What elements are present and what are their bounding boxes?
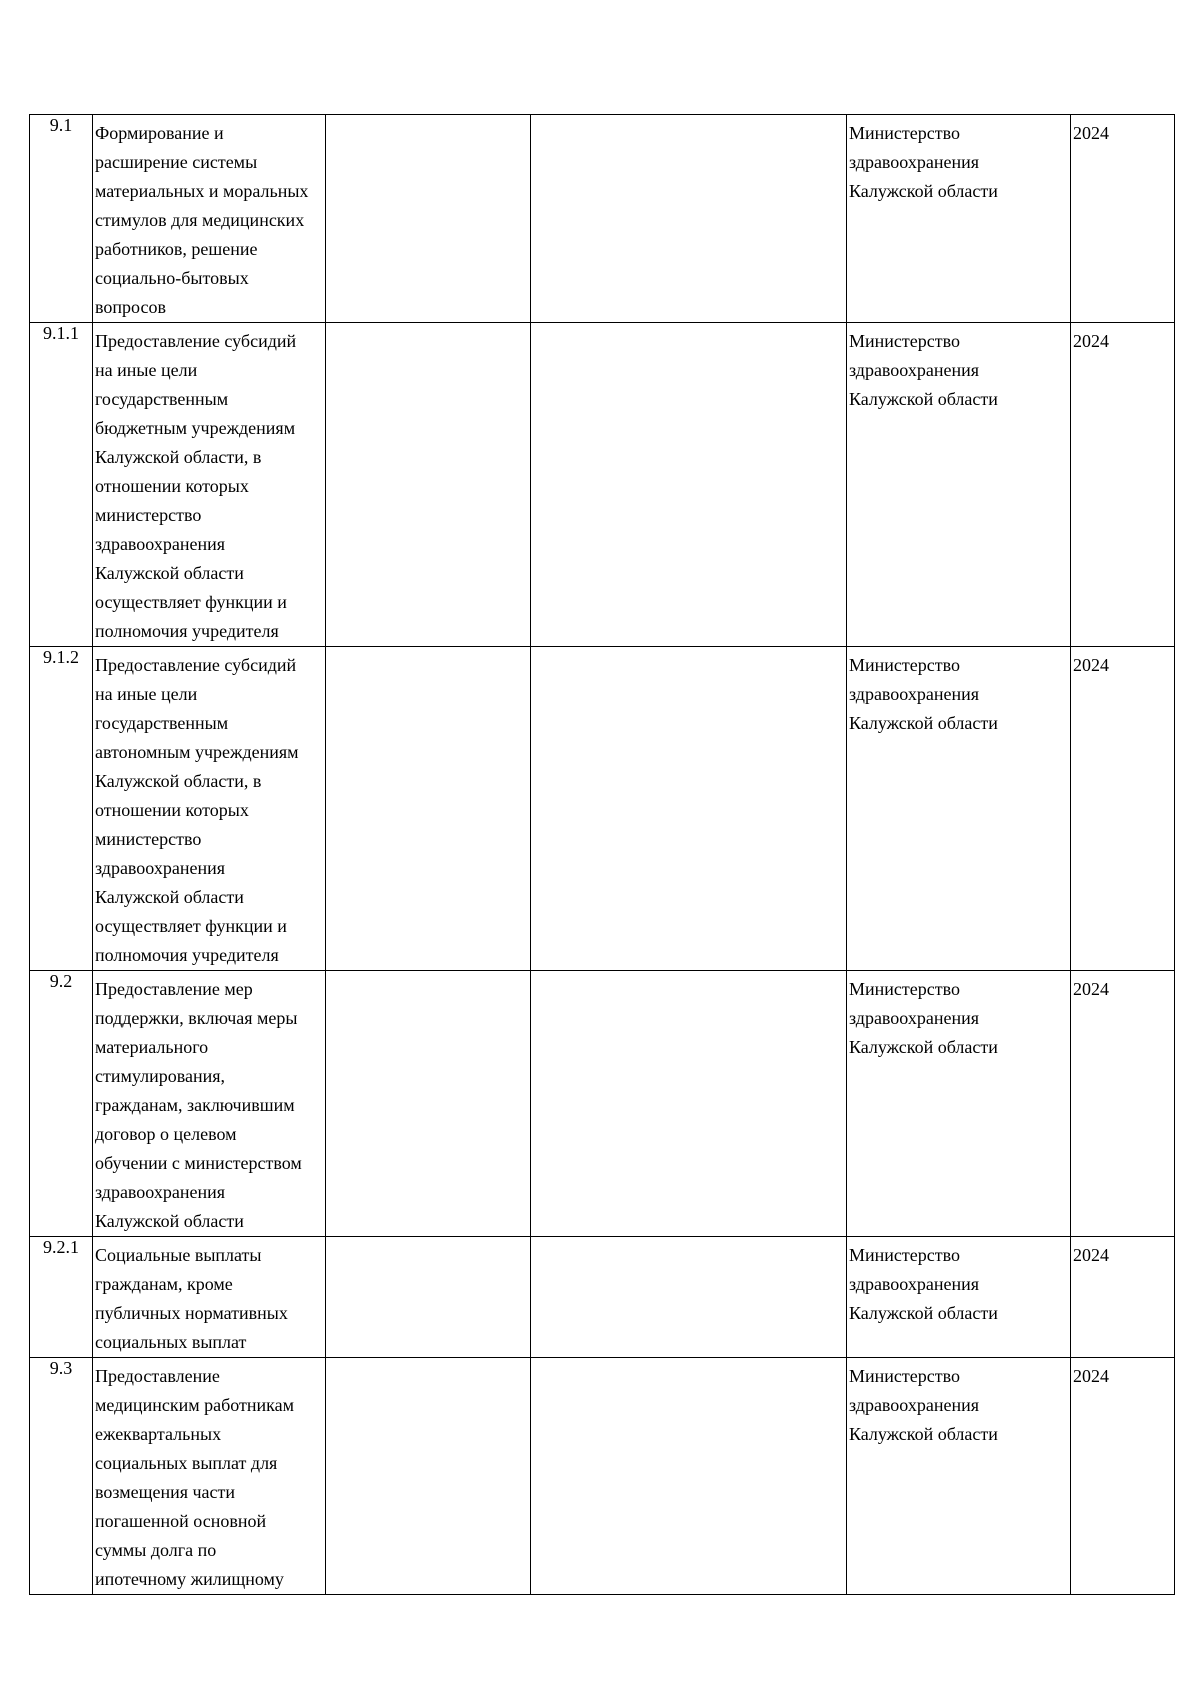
executor-cell [847, 1237, 1071, 1358]
measure-name-cell [93, 323, 326, 647]
executor-name: Министерство здравоохранения Калужской области [849, 1366, 998, 1444]
executor-name: Министерство здравоохранения Калужской области [849, 1245, 998, 1323]
empty-cell [531, 323, 847, 647]
row-number-cell [30, 971, 93, 1237]
row-number-cell [30, 1237, 93, 1358]
year-value: 2024 [1073, 123, 1109, 143]
table-row [30, 323, 1175, 647]
row-number-cell [30, 323, 93, 647]
measure-name: Предоставление мер поддержки, включая меры материального стимулирования, гражданам, заключившим договор о целевом обучении с министерством здравоохранения Калужской области [95, 979, 302, 1231]
empty-cell [326, 323, 531, 647]
executor-cell [847, 115, 1071, 323]
empty-cell [531, 647, 847, 971]
measure-name: Социальные выплаты гражданам, кроме публичных нормативных социальных выплат [95, 1245, 288, 1352]
executor-name: Министерство здравоохранения Калужской области [849, 331, 998, 409]
empty-cell [531, 971, 847, 1237]
row-number-cell [30, 647, 93, 971]
year-cell [1071, 1237, 1175, 1358]
executor-cell [847, 323, 1071, 647]
measure-name-cell [93, 971, 326, 1237]
empty-cell [326, 971, 531, 1237]
executor-cell [847, 647, 1071, 971]
row-number: 9.3 [49, 1358, 73, 1378]
measure-name-cell [93, 1237, 326, 1358]
year-cell [1071, 647, 1175, 971]
year-value: 2024 [1073, 655, 1109, 675]
measure-name-cell [93, 1358, 326, 1595]
table-row [30, 1358, 1175, 1595]
row-number: 9.1.2 [43, 647, 79, 667]
measure-name-cell [93, 647, 326, 971]
measure-name: Предоставление субсидий на иные цели государственным автономным учреждениям Калужской области, в отношении которых министерство здравоохранения Калужской области осуществляет функции и полномочия учредителя [95, 655, 299, 965]
table-row [30, 647, 1175, 971]
row-number: 9.2.1 [43, 1237, 79, 1257]
year-cell [1071, 115, 1175, 323]
year-cell [1071, 323, 1175, 647]
year-value: 2024 [1073, 1366, 1109, 1386]
measure-name: Предоставление субсидий на иные цели государственным бюджетным учреждениям Калужской области, в отношении которых министерство здравоохранения Калужской области осуществляет функции и полномочия учредителя [95, 331, 297, 641]
empty-cell [531, 115, 847, 323]
executor-name: Министерство здравоохранения Калужской области [849, 979, 998, 1057]
table-row [30, 971, 1175, 1237]
empty-cell [531, 1358, 847, 1595]
row-number: 9.1 [49, 115, 73, 135]
row-number-cell [30, 115, 93, 323]
empty-cell [326, 647, 531, 971]
year-value: 2024 [1073, 331, 1109, 351]
table-row [30, 1237, 1175, 1358]
executor-cell [847, 971, 1071, 1237]
year-value: 2024 [1073, 1245, 1109, 1265]
executor-cell [847, 1358, 1071, 1595]
row-number: 9.1.1 [43, 323, 79, 343]
measure-name: Предоставление медицинским работникам ежеквартальных социальных выплат для возмещения части погашенной основной суммы долга по ипотечному жилищному [95, 1366, 294, 1589]
row-number: 9.2 [49, 971, 73, 991]
executor-name: Министерство здравоохранения Калужской области [849, 123, 998, 201]
year-value: 2024 [1073, 979, 1109, 999]
measure-name-cell [93, 115, 326, 323]
empty-cell [326, 115, 531, 323]
year-cell [1071, 971, 1175, 1237]
year-cell [1071, 1358, 1175, 1595]
empty-cell [326, 1358, 531, 1595]
empty-cell [531, 1237, 847, 1358]
table-row [30, 115, 1175, 323]
measures-table [29, 114, 1175, 1595]
row-number-cell [30, 1358, 93, 1595]
executor-name: Министерство здравоохранения Калужской области [849, 655, 998, 733]
empty-cell [326, 1237, 531, 1358]
measure-name: Формирование и расширение системы материальных и моральных стимулов для медицинских работников, решение социально-бытовых вопросов [95, 123, 309, 317]
